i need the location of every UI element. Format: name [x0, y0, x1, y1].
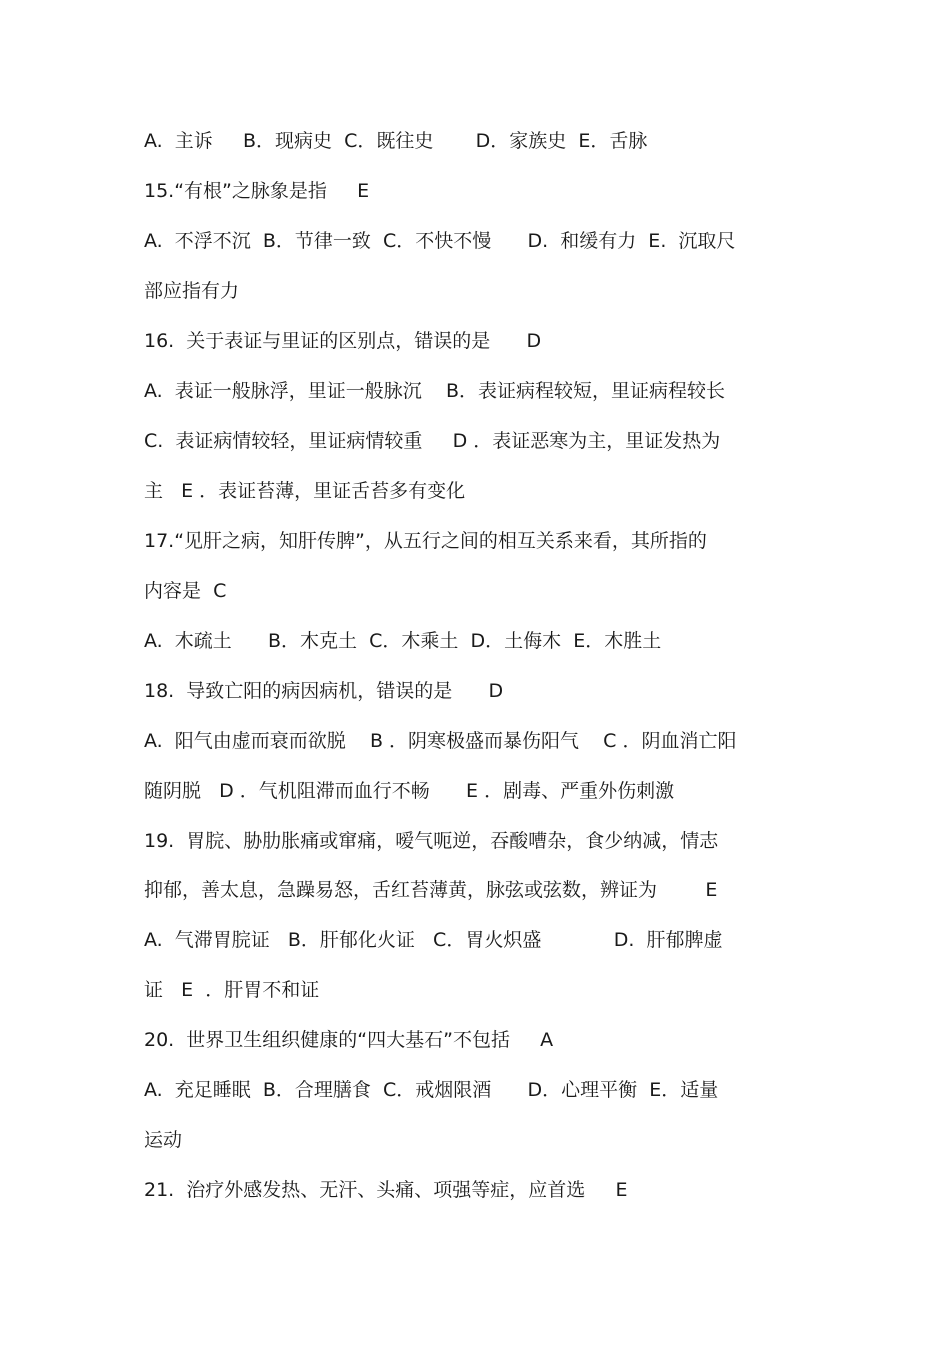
text-line: 18. 导致亡阳的病因病机，错误的是 D	[144, 680, 504, 702]
text-line: 17.“见肝之病，知肝传脾”，从五行之间的相互关系来看，其所指的	[144, 530, 707, 552]
text-line: 15.“有根”之脉象是指 E	[144, 180, 370, 202]
text-line: 16. 关于表证与里证的区别点，错误的是 D	[144, 330, 542, 352]
text-line: 主 E ．表证苔薄，里证舌苔多有变化	[144, 480, 466, 502]
text-line: A. 不浮不沉 B．节律一致 C．不快不慢 D. 和缓有力 E. 沉取尺	[144, 230, 736, 252]
text-line: 证 E ．肝胃不和证	[144, 979, 320, 1001]
text-line: A. 充足睡眠 B．合理膳食 C．戒烟限酒 D．心理平衡 E．适量	[144, 1079, 719, 1101]
text-line: 抑郁，善太息，急躁易怒，舌红苔薄黄，脉弦或弦数，辨证为 E	[144, 879, 718, 901]
text-line: 运动	[144, 1129, 183, 1151]
text-line: A. 主诉 B．现病史 C．既往史 D．家族史 E．舌脉	[144, 130, 648, 152]
text-line: 19. 胃脘、胁肋胀痛或窜痛，嗳气呃逆，吞酸嘈杂，食少纳减，情志	[144, 830, 719, 852]
text-line: 20. 世界卫生组织健康的“四大基石”不包括 A	[144, 1029, 554, 1051]
text-line: A. 表证一般脉浮，里证一般脉沉 B．表证病程较短，里证病程较长	[144, 380, 725, 402]
text-line: 随阴脱 D ．气机阻滞而血行不畅 E ．剧毒、严重外伤刺激	[144, 780, 675, 802]
text-line: A. 阳气由虚而衰而欲脱 B ．阴寒极盛而暴伤阳气 C ．阴血消亡阳	[144, 730, 737, 752]
text-line: 内容是 C	[144, 580, 227, 602]
text-line: A. 气滞胃脘证 B．肝郁化火证 C．胃火炽盛 D. 肝郁脾虚	[144, 929, 723, 951]
text-line: C. 表证病情较轻，里证病情较重 D ．表证恶寒为主，里证发热为	[144, 430, 721, 452]
text-line: 21. 治疗外感发热、无汗、头痛、项强等症，应首选 E	[144, 1179, 628, 1201]
text-line: A. 木疏土 B．木克土 C．木乘土 D．土侮木 E．木胜土	[144, 630, 662, 652]
text-line: 部应指有力	[144, 280, 240, 302]
